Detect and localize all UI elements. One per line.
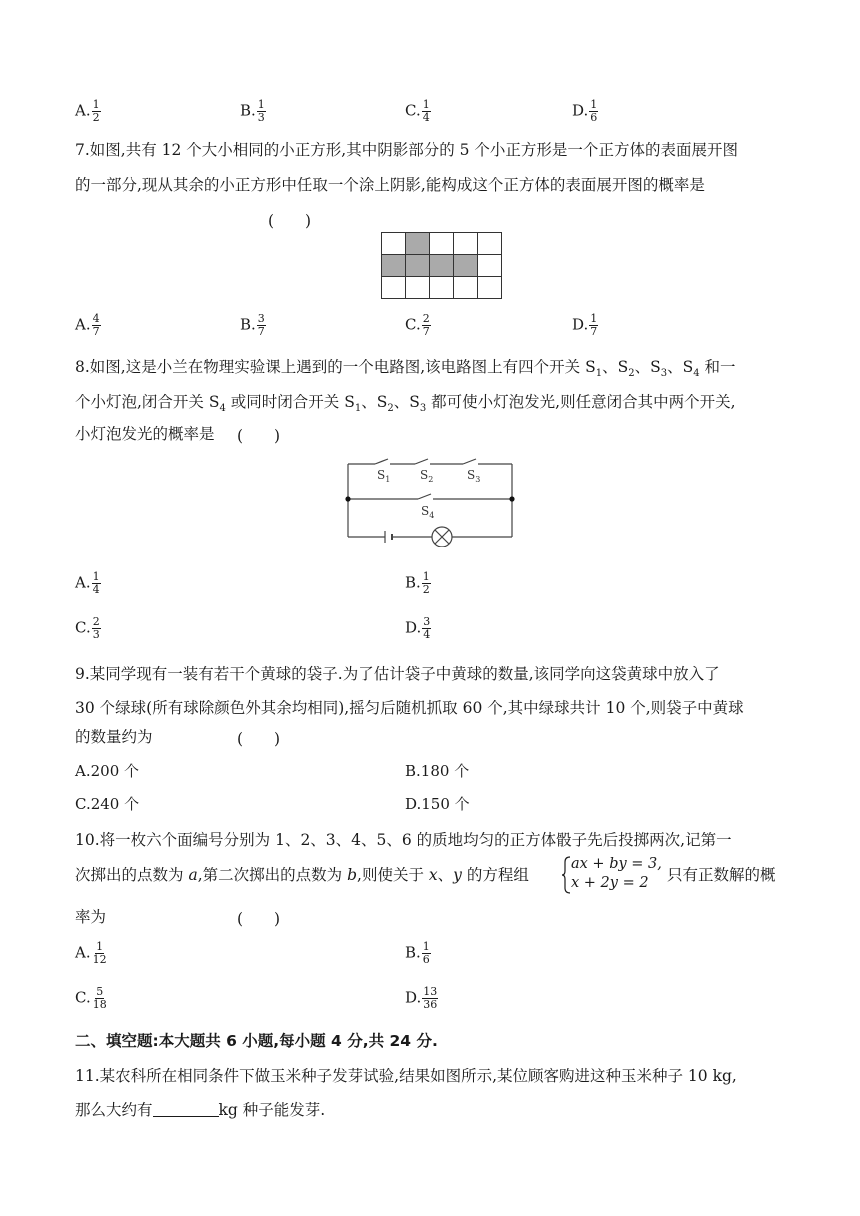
denominator: 36 <box>423 998 438 1011</box>
q6-option-a <box>75 99 101 124</box>
empty-square <box>430 277 454 299</box>
q10-option-b <box>405 941 431 966</box>
denominator: 7 <box>422 325 430 338</box>
q7-text-line-2: 的一部分,现从其余的小正方形中任取一个涂上阴影,能构成这个正方体的表面展开图的概率是 <box>75 176 705 194</box>
q10-text-part: ,第二次掷出的点数为 <box>197 866 343 884</box>
empty-square <box>478 255 502 277</box>
numerator: 1 <box>590 312 598 325</box>
q8-text-part: 个小灯泡,闭合开关 S <box>75 393 220 411</box>
numerator: 2 <box>92 615 100 628</box>
denominator: 2 <box>422 583 430 596</box>
numerator: 13 <box>423 985 438 998</box>
empty-square <box>478 233 502 255</box>
numerator: 1 <box>92 98 100 111</box>
q8-answer-paren: ( ) <box>237 427 281 445</box>
option-label: B. <box>240 315 256 334</box>
denominator: 18 <box>92 998 107 1011</box>
option-label: A. <box>75 101 91 120</box>
q9-option-b: B.180 个 <box>405 762 470 780</box>
q8-text-part: 都可使小灯泡发光,则任意闭合其中两个开关, <box>431 393 736 411</box>
q11-text-part: kg 种子能发芽. <box>218 1101 326 1119</box>
q7-answer-paren: ( ) <box>268 212 312 230</box>
fraction <box>422 986 438 1011</box>
empty-square <box>406 277 430 299</box>
option-label: D. <box>572 315 589 334</box>
denominator: 6 <box>422 953 430 966</box>
option-label: A. <box>75 573 91 592</box>
q6-option-c <box>405 99 431 124</box>
q8-option-d <box>405 616 431 641</box>
q8-text-part: 或同时闭合开关 S <box>230 393 355 411</box>
fraction <box>422 313 431 338</box>
q8-option-b <box>405 571 431 596</box>
fraction <box>92 99 101 124</box>
q9-text-line-3: 的数量约为 <box>75 728 153 746</box>
q10-text-line-3: 率为 <box>75 908 107 926</box>
option-label: D. <box>405 618 422 637</box>
var-x: x <box>428 866 438 884</box>
option-label: D. <box>572 101 589 120</box>
numerator: 3 <box>257 312 265 325</box>
shaded-square <box>454 255 478 277</box>
option-label: B. <box>240 101 256 120</box>
q10-option-a <box>75 941 108 966</box>
option-label: C. <box>405 101 421 120</box>
q6-option-b <box>240 99 266 124</box>
shaded-square <box>430 255 454 277</box>
option-label: C. <box>75 618 91 637</box>
q10-answer-paren: ( ) <box>237 910 281 928</box>
equation-2: x + 2y = 2 <box>571 875 649 891</box>
option-label: B. <box>405 943 421 962</box>
option-label: B. <box>405 573 421 592</box>
numerator: 3 <box>423 615 431 628</box>
numerator: 2 <box>422 312 430 325</box>
q8-text-part: 8.如图,这是小兰在物理实验课上遇到的一个电路图,该电路图上有四个开关 S <box>75 358 596 376</box>
fraction <box>257 313 266 338</box>
q7-option-b <box>240 313 266 338</box>
denominator: 7 <box>257 325 265 338</box>
q9-option-a: A.200 个 <box>75 762 139 780</box>
q10-option-c <box>75 986 108 1011</box>
q6-option-d <box>572 99 598 124</box>
fraction <box>589 99 598 124</box>
fraction <box>422 616 431 641</box>
section-2-heading: 二、填空题:本大题共 6 小题,每小题 4 分,共 24 分. <box>75 1032 438 1050</box>
numerator: 1 <box>257 98 265 111</box>
q10-text-part: 次掷出的点数为 <box>75 866 184 884</box>
system-brace <box>561 856 571 894</box>
fraction <box>257 99 266 124</box>
denominator: 4 <box>423 628 431 641</box>
numerator: 5 <box>96 985 104 998</box>
empty-square <box>430 233 454 255</box>
fraction <box>92 986 108 1011</box>
option-label: C. <box>75 988 91 1007</box>
var-y: y <box>453 866 462 884</box>
numerator: 4 <box>92 312 100 325</box>
option-label: C. <box>405 315 421 334</box>
q8-text-line-3: 小灯泡发光的概率是 <box>75 425 215 443</box>
option-label: A. <box>75 943 91 962</box>
q10-option-d <box>405 986 438 1011</box>
numerator: 1 <box>92 570 100 583</box>
q11-text-part: 那么大约有 <box>75 1101 153 1119</box>
numerator: 1 <box>590 98 598 111</box>
q10-text-line-2-end: 只有正数解的概 <box>667 866 776 884</box>
s2-label: $S_2$ <box>420 468 434 484</box>
q8-option-a <box>75 571 101 596</box>
denominator: 12 <box>92 953 107 966</box>
s4-label: $S_4$ <box>421 504 435 520</box>
q8-option-c <box>75 616 101 641</box>
option-label: D. <box>405 988 422 1007</box>
q9-option-d: D.150 个 <box>405 795 470 813</box>
fraction <box>92 941 108 966</box>
q11-text-line-1: 11.某农科所在相同条件下做玉米种子发芽试验,结果如图所示,某位顾客购进这种玉米种子 10 kg, <box>75 1067 737 1085</box>
numerator: 1 <box>422 98 430 111</box>
q7-option-c <box>405 313 431 338</box>
equation-1: ax + by = 3, <box>571 856 662 872</box>
denominator: 6 <box>590 111 598 124</box>
s3-label: $S_3$ <box>467 468 481 484</box>
empty-square <box>454 233 478 255</box>
q7-option-a <box>75 313 101 338</box>
denominator: 7 <box>92 325 100 338</box>
numerator: 1 <box>422 570 430 583</box>
q9-answer-paren: ( ) <box>237 730 281 748</box>
shaded-square <box>382 255 406 277</box>
denominator: 7 <box>590 325 598 338</box>
q10-text-part: 、 <box>437 866 454 884</box>
fraction <box>422 571 431 596</box>
q8-circuit-diagram <box>340 455 520 547</box>
q7-text-line-1: 7.如图,共有 12 个大小相同的小正方形,其中阴影部分的 5 个小正方形是一个正方体的表面展开图 <box>75 141 738 159</box>
q8-text-line-1: 8.如图,这是小兰在物理实验课上遇到的一个电路图,该电路图上有四个开关 $S_1$、$S_2$、$S_3$、$S_4$ 和一 <box>75 358 736 380</box>
s1-label: $S_1$ <box>377 468 391 484</box>
q9-option-c: C.240 个 <box>75 795 140 813</box>
empty-square <box>382 233 406 255</box>
q10-text-line-2 <box>75 865 529 885</box>
q9-text-line-1: 9.某同学现有一装有若干个黄球的袋子.为了估计袋子中黄球的数量,该同学向这袋黄球中放入了 <box>75 665 720 683</box>
denominator: 4 <box>422 111 430 124</box>
numerator: 1 <box>422 940 430 953</box>
denominator: 2 <box>92 111 100 124</box>
empty-square <box>382 277 406 299</box>
empty-square <box>454 277 478 299</box>
fraction <box>422 941 431 966</box>
shaded-square <box>406 255 430 277</box>
option-label: A. <box>75 315 91 334</box>
q10-text-line-1: 10.将一枚六个面编号分别为 1、2、3、4、5、6 的质地均匀的正方体骰子先后投掷两次,记第一 <box>75 831 732 849</box>
empty-square <box>478 277 502 299</box>
denominator: 3 <box>257 111 265 124</box>
denominator: 3 <box>92 628 100 641</box>
fraction <box>589 313 598 338</box>
fraction <box>92 313 101 338</box>
denominator: 4 <box>92 583 100 596</box>
fraction <box>422 99 431 124</box>
q9-text-line-2: 30 个绿球(所有球除颜色外其余均相同),摇匀后随机抓取 60 个,其中绿球共计 10 个,则袋子中黄球 <box>75 699 744 717</box>
q10-text-part: ,则使关于 <box>357 866 424 884</box>
var-b: b <box>347 866 358 884</box>
answer-blank[interactable] <box>153 1100 219 1117</box>
q10-text-part: 的方程组 <box>466 866 529 884</box>
q7-option-d <box>572 313 598 338</box>
q11-text-line-2 <box>75 1100 325 1120</box>
var-a: a <box>188 866 198 884</box>
fraction <box>92 616 101 641</box>
fraction <box>92 571 101 596</box>
q7-net-grid <box>381 232 502 299</box>
shaded-square <box>406 233 430 255</box>
numerator: 1 <box>96 940 104 953</box>
q8-text-line-2: 个小灯泡,闭合开关 $S_4$ 或同时闭合开关 $S_1$、$S_2$、$S_3$ 都可使小灯泡发光,则任意闭合其中两个开关, <box>75 393 736 415</box>
